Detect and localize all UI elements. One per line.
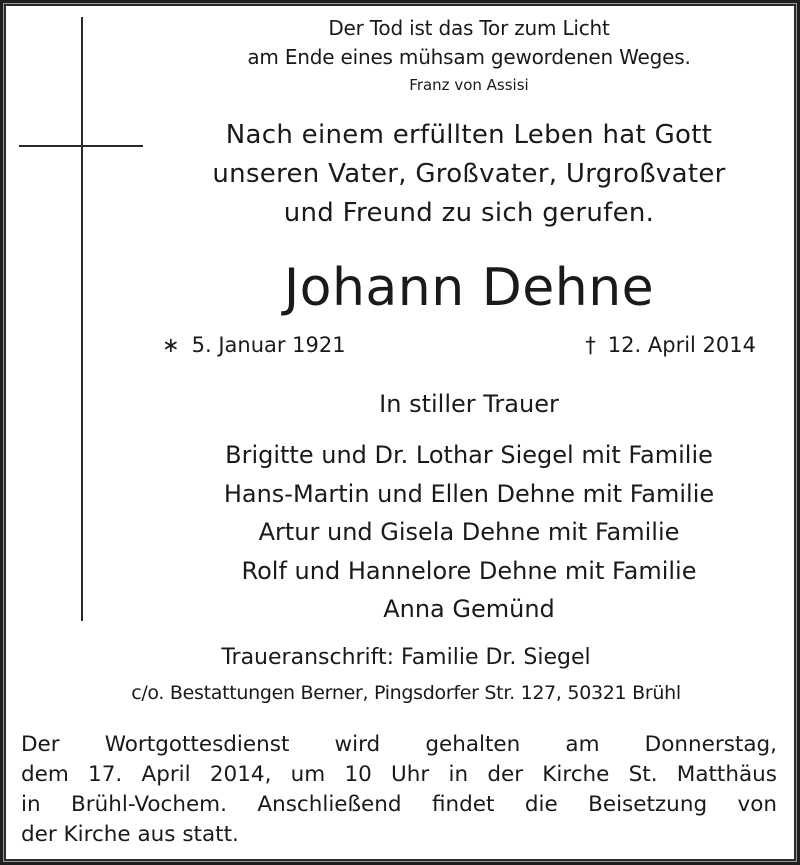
announcement-line: unseren Vater, Großvater, Urgroßvater — [212, 159, 726, 189]
birth-date-group — [162, 328, 346, 362]
death-cross-icon: † — [585, 333, 596, 357]
mourner-entry: Hans-Martin und Ellen Dehne mit Familie — [223, 479, 715, 508]
address-line: c/o. Bestattungen Berner, Pingsdorfer Str. 127, 50321 Brühl — [131, 682, 681, 704]
address-heading: Traueranschrift: Familie Dr. Siegel — [221, 645, 591, 670]
announcement-line: Nach einem erfüllten Leben hat Gott — [225, 120, 713, 150]
mourning-heading: In stiller Trauer — [379, 390, 559, 418]
birth-asterisk-icon: ∗ — [162, 333, 180, 357]
quote-line: am Ende eines mühsam gewordenen Weges. — [247, 45, 691, 69]
mourner-entry: Rolf und Hannelore Dehne mit Familie — [241, 556, 697, 585]
cross-icon-horizontal-bar — [19, 145, 143, 147]
death-date-group — [585, 328, 756, 362]
service-line: in Brühl-Vochem. Anschließend findet die Beisetzung von — [21, 792, 777, 817]
service-line: Der Wortgottesdienst wird gehalten am Donnerstag, — [21, 732, 777, 757]
service-line: dem 17. April 2014, um 10 Uhr in der Kirche St. Matthäus — [21, 762, 777, 787]
deceased-name: Johann Dehne — [283, 258, 655, 318]
mourners-list — [156, 436, 782, 629]
life-dates — [162, 328, 756, 362]
announcement-text — [156, 116, 782, 233]
service-information — [21, 730, 777, 850]
death-date: 12. April 2014 — [607, 333, 756, 357]
cross-icon-vertical-bar — [81, 17, 83, 621]
announcement-line: und Freund zu sich gerufen. — [283, 198, 655, 228]
mourner-entry: Artur und Gisela Dehne mit Familie — [258, 518, 680, 546]
service-line: der Kirche aus statt. — [21, 822, 239, 847]
quote-line: Der Tod ist das Tor zum Licht — [328, 16, 610, 40]
condolence-address — [26, 640, 786, 710]
mourner-entry: Anna Gemünd — [383, 595, 555, 623]
quote-author: Franz von Assisi — [409, 76, 529, 94]
opening-quote — [156, 14, 782, 98]
birth-date: 5. Januar 1921 — [191, 333, 346, 357]
mourner-entry: Brigitte und Dr. Lothar Siegel mit Familie — [225, 441, 713, 469]
obituary-notice — [6, 6, 794, 859]
